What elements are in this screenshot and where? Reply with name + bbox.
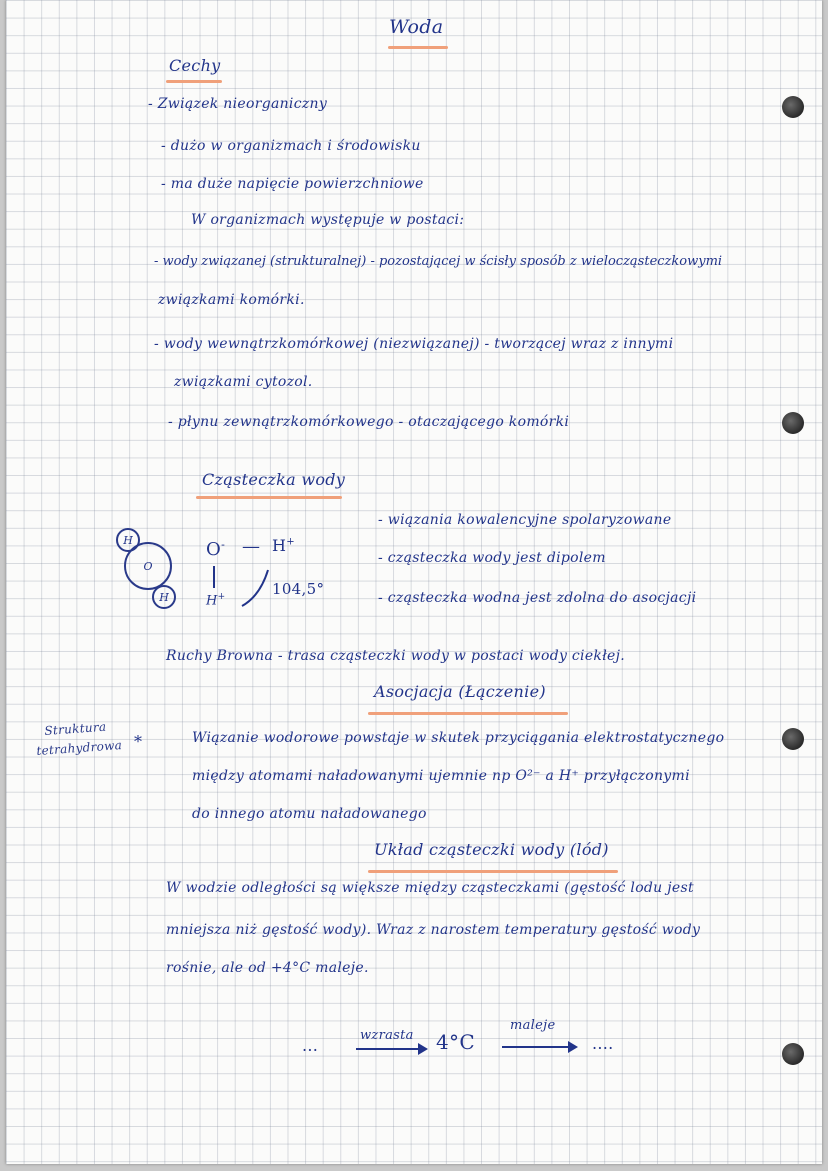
binder-hole-3 — [782, 728, 804, 750]
side-note-asterisk: * — [134, 732, 143, 751]
diagram-label-wzrasta: wzrasta — [360, 1028, 414, 1043]
cechy-line-5: - wody związanej (strukturalnej) - pozostającej w ścisły sposób z wielocząsteczkowymi — [154, 254, 723, 269]
molecule-hydrogen-label-1: H — [123, 533, 133, 547]
heading-asocjacja-underline — [368, 712, 568, 715]
heading-czasteczka-underline — [196, 496, 342, 499]
diagram-arrow-left-head — [418, 1043, 428, 1055]
formula-bond: — — [242, 536, 261, 557]
formula-hydrogen-bottom: H+ — [206, 592, 226, 609]
asocjacja-line-2: między atomami naładowanymi ujemnie np O²⁻ a H⁺ przyłączonymi — [192, 768, 690, 784]
heading-uklad-underline — [368, 870, 618, 873]
binder-hole-4 — [782, 1043, 804, 1065]
heading-czasteczka: Cząsteczka wody — [202, 470, 346, 489]
czasteczka-bullet-1: - wiązania kowalencyjne spolaryzowane — [378, 512, 672, 528]
molecule-oxygen-label: O — [143, 559, 153, 573]
molecule-hydrogen-atom-2 — [152, 585, 176, 609]
asocjacja-line-1: Wiązanie wodorowe powstaje w skutek przyciągania elektrostatycznego — [192, 730, 725, 746]
cechy-line-1: - Związek nieorganiczny — [148, 96, 328, 112]
diagram-label-maleje: maleje — [510, 1018, 556, 1033]
diagram-arrow-left-line — [356, 1048, 420, 1050]
uklad-line-1: W wodzie odległości są większe między cząsteczkami (gęstość lodu jest — [166, 880, 694, 896]
diagram-center-temperature: 4°C — [436, 1030, 475, 1054]
cechy-line-2: - dużo w organizmach i środowisku — [161, 138, 421, 154]
heading-uklad: Układ cząsteczki wody (lód) — [374, 840, 609, 859]
molecule-hydrogen-atom-1 — [116, 528, 140, 552]
diagram-dots-right: .... — [592, 1034, 614, 1053]
asocjacja-line-3: do innego atomu naładowanego — [192, 806, 427, 822]
binder-hole-2 — [782, 412, 804, 434]
formula-hydrogen-top: H+ — [272, 536, 295, 555]
diagram-arrow-right-line — [502, 1046, 570, 1048]
formula-vertical-bond — [213, 566, 215, 588]
heading-asocjacja: Asocjacja (Łączenie) — [374, 682, 546, 701]
diagram-arrow-right-head — [568, 1041, 578, 1053]
formula-oxygen: O- — [206, 538, 226, 560]
uklad-line-3: rośnie, ale od +4°C maleje. — [166, 960, 369, 976]
heading-cechy: Cechy — [169, 56, 221, 75]
molecule-hydrogen-label-2: H — [159, 590, 169, 604]
uklad-line-2: mniejsza niż gęstość wody). Wraz z narostem temperatury gęstość wody — [166, 922, 701, 938]
heading-cechy-underline — [166, 80, 222, 83]
ruchy-browna-line: Ruchy Browna - trasa cząsteczki wody w postaci wody ciekłej. — [166, 648, 626, 664]
czasteczka-bullet-3: - cząsteczka wodna jest zdolna do asocjacji — [378, 590, 697, 606]
cechy-line-6: związkami komórki. — [158, 292, 305, 308]
cechy-line-3: - ma duże napięcie powierzchniowe — [161, 176, 424, 192]
cechy-line-8: związkami cytozol. — [174, 374, 313, 390]
title-underline — [388, 46, 448, 49]
formula-angle-value: 104,5° — [272, 580, 325, 598]
binder-hole-1 — [782, 96, 804, 118]
side-note-line-1: Struktura — [44, 719, 107, 738]
diagram-dots-left: ... — [302, 1036, 319, 1055]
czasteczka-bullet-2: - cząsteczka wody jest dipolem — [378, 550, 606, 566]
cechy-line-9: - płynu zewnątrzkomórkowego - otaczającego komórki — [168, 414, 570, 430]
cechy-line-7: - wody wewnątrzkomórkowej (niezwiązanej) - tworzącej wraz z innymi — [154, 336, 674, 352]
cechy-line-4: W organizmach występuje w postaci: — [191, 212, 465, 228]
side-note-line-2: tetrahydrowa — [36, 738, 123, 758]
notebook-page — [6, 0, 822, 1164]
page-title: Woda — [389, 16, 444, 38]
